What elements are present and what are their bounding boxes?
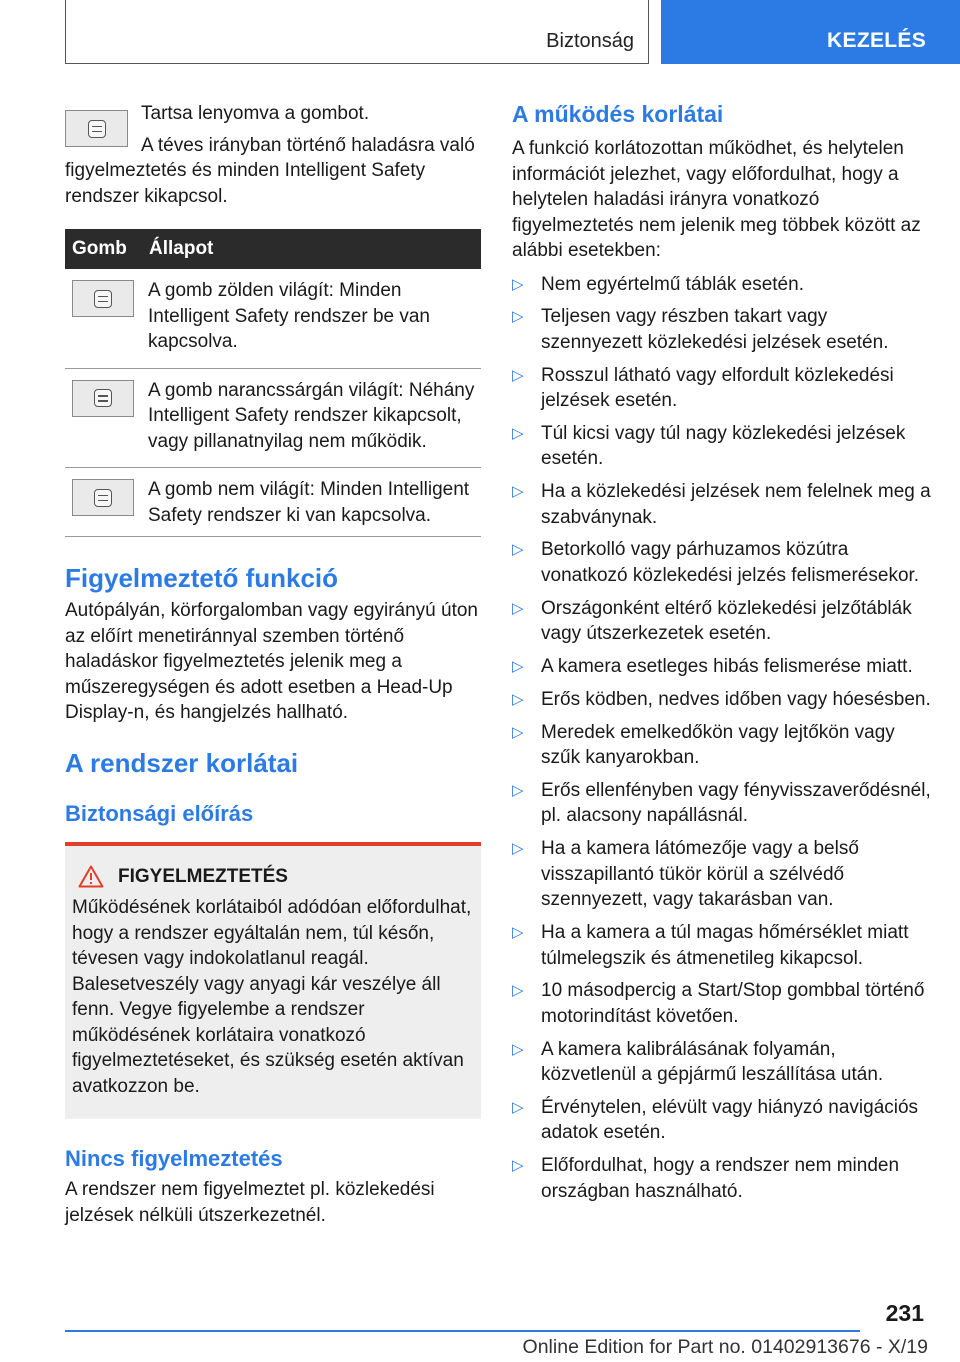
chapter-tab-label: KEZELÉS [827, 29, 926, 52]
section-title: Biztonság [546, 30, 634, 52]
function-limits-intro: A funkció korlátozottan működhet, és helytelen információt jelezhet, vagy előfordulhat, hogy a helytelen haladási irányra vonatkozó figyelmeztetés nem jelenik meg többek között az alábbi esetekben: [512, 138, 921, 261]
list-item: ▷ Rosszul látható vagy elfordult közlekedési jelzések esetén. [512, 363, 932, 414]
list-item: ▷ A kamera esetleges hibás felismerése miatt. [512, 654, 932, 680]
heading-warning-function: Figyelmeztető funkció [65, 563, 339, 593]
intro-description: A téves irányban történő haladásra való figyelmeztetés és minden Intelligent Safety rendszer kikapcsol. [65, 134, 475, 207]
intelligent-safety-button-green-icon [72, 280, 134, 317]
table-header-state: Állapot [142, 229, 481, 269]
list-item: ▷ A kamera kalibrálásának folyamán, közvetlenül a gépjármű leszállítása után. [512, 1037, 932, 1088]
right-column [512, 100, 932, 1212]
list-item: ▷ Országonként eltérő közlekedési jelzőtáblák vagy útszerkezetek esetén. [512, 596, 932, 647]
intelligent-safety-button-icon [65, 110, 128, 147]
warning-function-text: Autópályán, körforgalomban vagy egyirányú úton az előírt menetiránnyal szemben történő haladáskor figyelmeztetés jelenik meg a műszeregységen és adott esetben a Head-Up Display-n, és hangjelzés hallható. [65, 600, 478, 723]
list-item: ▷ Nem egyértelmű táblák esetén. [512, 272, 932, 298]
warning-triangle-icon [78, 865, 104, 888]
list-item: ▷ Teljesen vagy részben takart vagy szennyezett közlekedési jelzések esetén. [512, 304, 932, 355]
no-warning-text: A rendszer nem figyelmeztet pl. közlekedési jelzések nélküli útszerkezetnél. [65, 1179, 435, 1226]
list-item: ▷ Erős ellenfényben vagy fényvisszaverődésnél, pl. alacsony napállásnál. [512, 778, 932, 829]
left-column [65, 100, 481, 1228]
warning-box [65, 842, 481, 1120]
footer-divider [65, 1330, 860, 1332]
list-item: ▷ Ha a kamera a túl magas hőmérséklet miatt túlmelegszik és átmenetileg kikapcsol. [512, 920, 932, 971]
limits-list [512, 272, 932, 1205]
heading-function-limits: A működés korlátai [512, 101, 724, 127]
list-item: ▷ Érvénytelen, elévült vagy hiányzó navigációs adatok esetén. [512, 1095, 932, 1146]
warning-title: FIGYELMEZTETÉS [118, 865, 288, 887]
state-text: A gomb nem világít: Minden Intelligent Safety rendszer ki van kapcsolva. [142, 468, 481, 537]
state-text: A gomb narancssárgán világít: Néhány Intelligent Safety rendszer kikapcsolt, vagy pillanatnyilag nem működik. [142, 368, 481, 468]
list-item: ▷ Erős ködben, nedves időben vagy hóesésben. [512, 687, 932, 713]
heading-safety-note: Biztonsági előírás [65, 800, 254, 826]
list-item: ▷ Túl kicsi vagy túl nagy közlekedési jelzések esetén. [512, 421, 932, 472]
intelligent-safety-button-off-icon [72, 479, 134, 516]
list-item: ▷ Meredek emelkedőkön vagy lejtőkön vagy szűk kanyarokban. [512, 720, 932, 771]
header-section-box [65, 0, 649, 64]
footer-edition: Online Edition for Part no. 01402913676 - X/19 [522, 1336, 928, 1358]
table-row [65, 368, 481, 468]
button-state-table [65, 229, 481, 537]
warning-text: Működésének korlátaiból adódóan előfordulhat, hogy a rendszer egyáltalán nem, túl későn, tévesen vagy indokolatlanul reagál. Balesetveszély vagy anyagi kár veszélye áll fenn. Vegye figyelembe a rendszer működésének korlátaira vonatkozó figyelmeztetéseket, és szükség esetén aktívan avatkozzon be. [72, 897, 472, 1097]
heading-no-warning: Nincs figyelmeztetés [65, 1146, 283, 1171]
table-row [65, 468, 481, 537]
list-item: ▷ Betorkolló vagy párhuzamos közútra vonatkozó közlekedési jelzés felismerésekor. [512, 537, 932, 588]
intro-block [65, 100, 481, 209]
list-item: ▷ Ha a közlekedési jelzések nem felelnek meg a szabványnak. [512, 479, 932, 530]
heading-system-limits: A rendszer korlátai [65, 747, 299, 778]
list-item: ▷ Ha a kamera látómezője vagy a belső visszapillantó tükör körül a szélvédő szennyezett, vagy takarásban van. [512, 836, 932, 913]
chapter-tab[interactable] [661, 0, 960, 64]
state-text: A gomb zölden világít: Minden Intelligent Safety rendszer be van kapcsolva. [142, 269, 481, 368]
intro-instruction: Tartsa lenyomva a gombot. [141, 103, 370, 124]
page-number: 231 [885, 1300, 924, 1326]
list-item: ▷ 10 másodpercig a Start/Stop gombbal történő motorindítást követően. [512, 978, 932, 1029]
table-row [65, 269, 481, 368]
list-item: ▷ Előfordulhat, hogy a rendszer nem minden országban használható. [512, 1153, 932, 1204]
intelligent-safety-button-orange-icon [72, 380, 134, 417]
table-header-button: Gomb [65, 229, 142, 269]
